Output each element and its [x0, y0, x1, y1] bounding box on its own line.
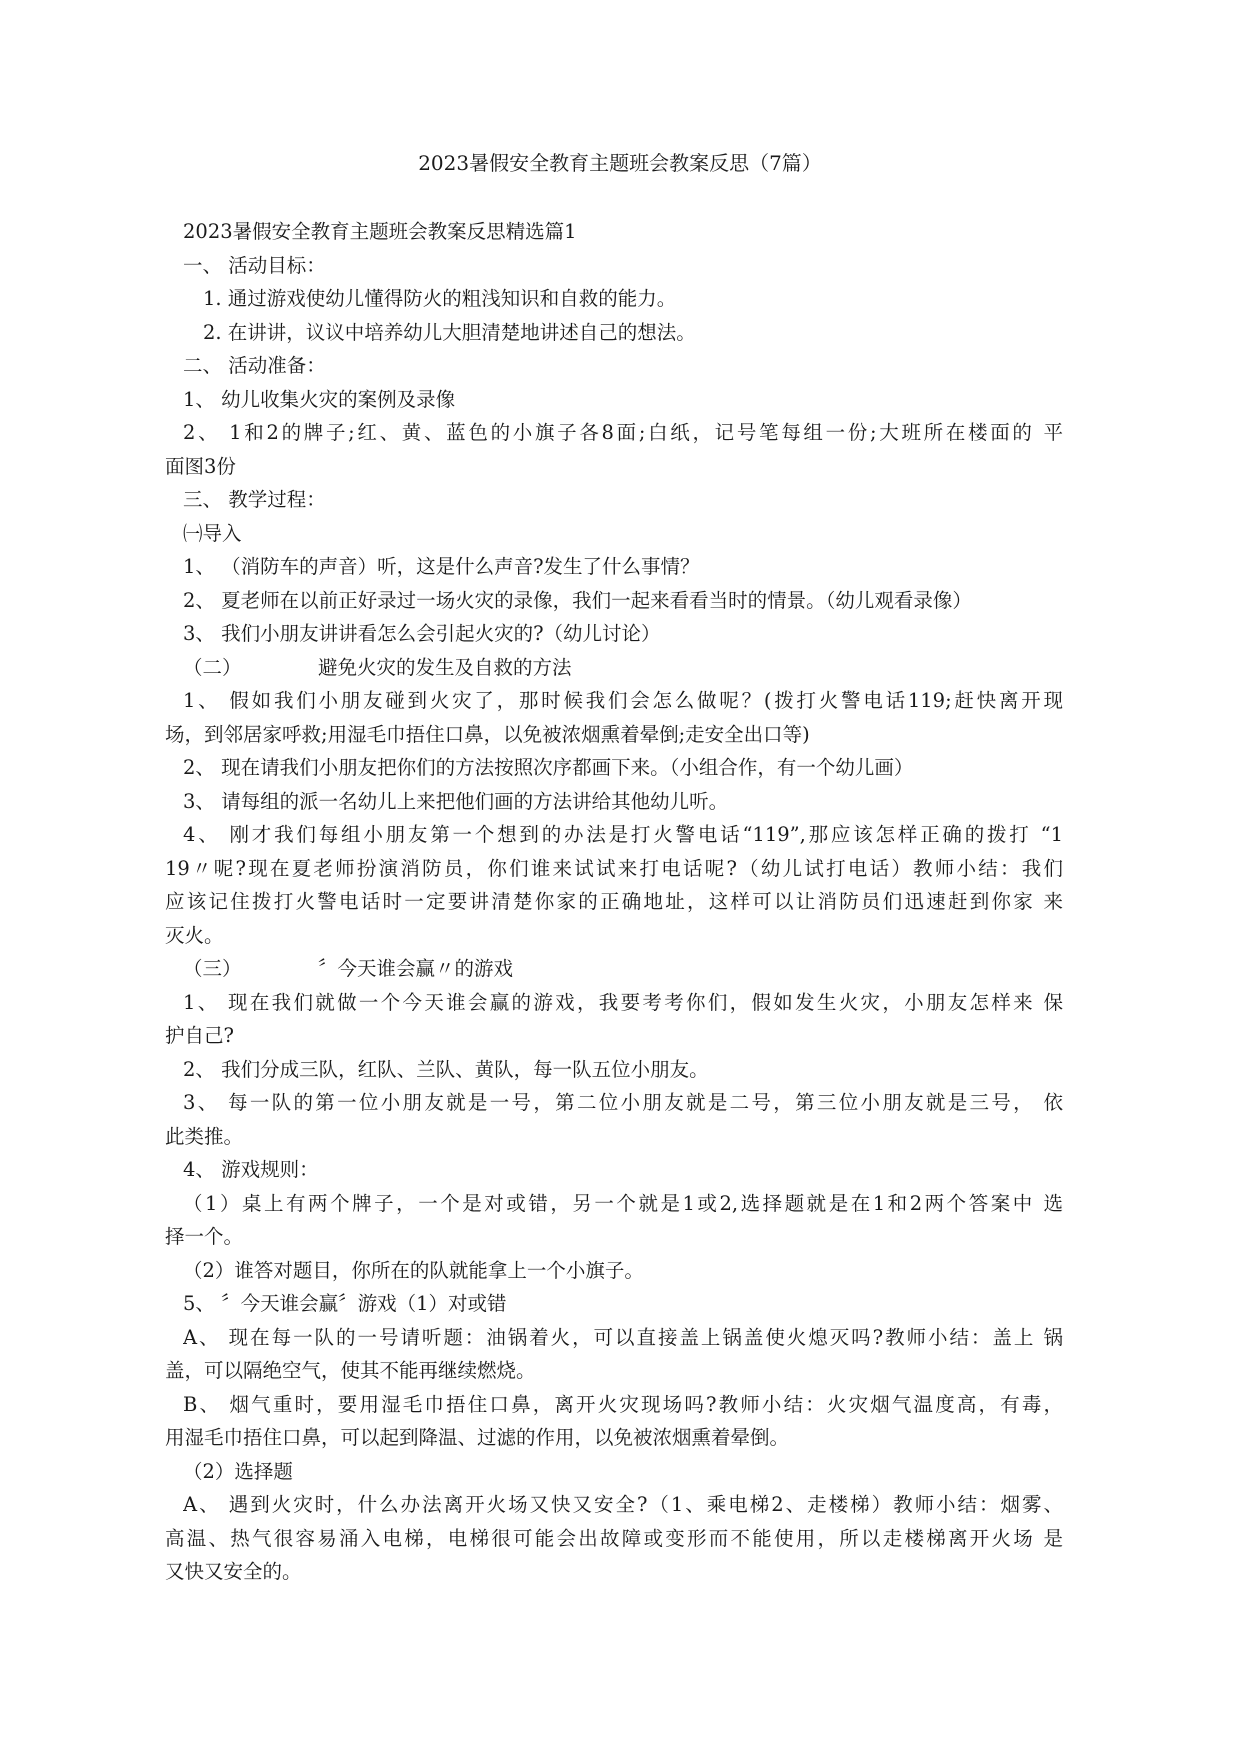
paragraph-line: 护自己?	[165, 1024, 234, 1047]
paragraph-line: 1、 （消防车的声音）听，这是什么声音?发生了什么事情？	[183, 555, 700, 578]
paragraph-line: 3、 每一队的第一位小朋友就是一号，第二位小朋友就是二号，第三位小朋友就是三号， 依	[183, 1091, 1063, 1114]
document-body	[165, 215, 1063, 1589]
paragraph-line: 1、 现在我们就做一个今天谁会赢的游戏，我要考考你们，假如发生火灾，小朋友怎样来 保	[183, 990, 1063, 1014]
paragraph-line: 2. 在讲讲，议议中培养幼儿大胆清楚地讲述自己的想法。	[203, 320, 696, 344]
paragraph-line: 2、 现在请我们小朋友把你们的方法按照次序都画下来。（小组合作，有一个幼儿画）	[183, 756, 914, 779]
subsection-number: （三）	[183, 957, 242, 980]
paragraph-line: 3、 我们小朋友讲讲看怎么会引起火灾的?（幼儿讨论）	[183, 622, 661, 645]
subsection-title: 避免火灾的发生及自救的方法	[318, 655, 572, 679]
paragraph-line: B、 烟气重时，要用湿毛巾捂住口鼻，离开火灾现场吗?教师小结：火灾烟气温度高，有毒，	[183, 1392, 1063, 1416]
paragraph-line: 1、 幼儿收集火灾的案例及录像	[183, 387, 456, 411]
paragraph-line: （1）桌上有两个牌子，一个是对或错，另一个就是1或2,选择题就是在1和2两个答案中 选	[183, 1191, 1063, 1215]
paragraph-line: 2、 我们分成三队，红队、兰队、黄队，每一队五位小朋友。	[183, 1057, 709, 1081]
paragraph-line: 三、 教学过程：	[183, 488, 326, 511]
paragraph-line: （2）选择题	[183, 1459, 293, 1483]
document-title: 2023暑假安全教育主题班会教案反思（7篇）	[418, 151, 822, 175]
paragraph-line: 此类推。	[165, 1124, 244, 1148]
paragraph-line: 4、 刚才我们每组小朋友第一个想到的办法是打火警电话“119”,那应该怎样正确的拨打 “1	[183, 823, 1063, 846]
paragraph-line: 2、 夏老师在以前正好录过一场火灾的录像，我们一起来看看当时的情景。（幼儿观看录像）	[183, 588, 972, 612]
subsection-number: （二）	[183, 655, 242, 679]
paragraph-line: 面图3份	[165, 454, 236, 478]
subsection-title: 〞今天谁会赢〃的游戏	[318, 957, 514, 980]
paragraph-line: 场，到邻居家呼救;用湿毛巾捂住口鼻，以免被浓烟熏着晕倒;走安全出口等)	[165, 722, 810, 746]
section-heading: 2023暑假安全教育主题班会教案反思精选篇1	[183, 220, 577, 243]
paragraph-line: 用湿毛巾捂住口鼻，可以起到降温、过滤的作用，以免被浓烟熏着晕倒。	[165, 1426, 790, 1449]
paragraph-line: 1、 假如我们小朋友碰到火灾了，那时候我们会怎么做呢？(拨打火警电话119;赶快离开现	[183, 689, 1063, 712]
paragraph-line: （2）谁答对题目，你所在的队就能拿上一个小旗子。	[183, 1258, 644, 1282]
paragraph-line: 19〃呢?现在夏老师扮演消防员，你们谁来试试来打电话呢?（幼儿试打电话）教师小结：我们	[165, 856, 1063, 880]
paragraph-line: 5、 〞今天谁会赢〞游戏（1）对或错	[183, 1292, 507, 1315]
paragraph-line: 高温、热气很容易涌入电梯，电梯很可能会出故障或变形而不能使用，所以走楼梯离开火场 是	[165, 1526, 1063, 1550]
paragraph-line: 盖，可以隔绝空气，使其不能再继续燃烧。	[165, 1359, 536, 1382]
subsection-heading	[183, 651, 1063, 685]
paragraph-line: 灭火。	[165, 923, 224, 947]
paragraph-line: 4、 游戏规则：	[183, 1158, 319, 1181]
paragraph-line: 一、 活动目标：	[183, 253, 326, 277]
subsection-heading	[183, 952, 1063, 986]
paragraph-line: 3、 请每组的派一名幼儿上来把他们画的方法讲给其他幼儿听。	[183, 789, 729, 813]
paragraph-line: 2、 1和2的牌子;红、黄、蓝色的小旗子各8面;白纸，记号笔每组一份;大班所在楼面的 平	[183, 421, 1063, 444]
paragraph-line: ㈠导入	[183, 521, 242, 545]
paragraph-line: A、 遇到火灾时，什么办法离开火场又快又安全?（1、乘电梯2、走楼梯）教师小结：烟雾、	[183, 1493, 1063, 1516]
paragraph-line: 应该记住拨打火警电话时一定要讲清楚你家的正确地址，这样可以让消防员们迅速赶到你家 来	[165, 890, 1063, 913]
paragraph-line: 1. 通过游戏使幼儿懂得防火的粗浅知识和自救的能力。	[203, 287, 677, 310]
paragraph-line: 又快又安全的。	[165, 1560, 302, 1583]
paragraph-line: A、 现在每一队的一号请听题：油锅着火，可以直接盖上锅盖使火熄灭吗?教师小结：盖上 锅	[183, 1325, 1063, 1349]
paragraph-line: 二、 活动准备：	[183, 354, 326, 377]
paragraph-line: 择一个。	[165, 1225, 244, 1248]
